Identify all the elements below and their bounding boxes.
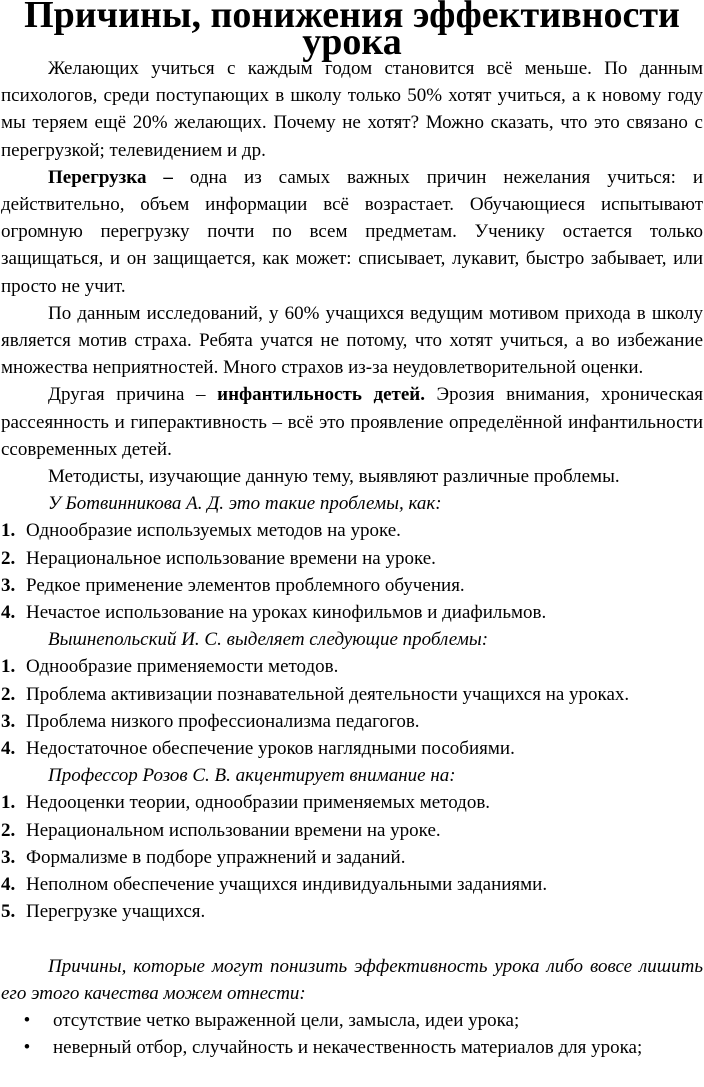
list-number: 1.	[1, 792, 16, 814]
list-item	[1, 708, 703, 735]
list-number: 1.	[1, 520, 16, 542]
bullet-icon: •	[23, 1009, 31, 1031]
paragraph-4-text: Эрозия внимания, хроническая рассеянность и гиперактивность – всё это проявление определённой инфантильности ссовременных детей.	[1, 384, 704, 460]
paragraph-4-bold: инфантильность детей.	[217, 384, 425, 406]
paragraph-4	[1, 381, 703, 463]
section-3-list	[1, 789, 703, 925]
list-number: 4.	[1, 602, 16, 624]
list-number: 5.	[1, 901, 16, 923]
document-title: Причины, понижения эффективности урока	[24, 0, 680, 63]
list-item	[1, 871, 703, 898]
paragraph-2-bold: Перегрузка –	[48, 166, 173, 188]
list-number: 3.	[1, 574, 16, 596]
section-1-heading: У Ботвинникова А. Д. это такие проблемы, как:	[48, 493, 442, 515]
list-text: Проблема низкого профессионализма педагогов.	[26, 710, 420, 732]
section-3-heading: Профессор Розов С. В. акцентирует внимание на:	[48, 765, 456, 787]
bullet-icon: •	[23, 1037, 31, 1059]
bullet-item	[1, 1034, 703, 1061]
paragraph-2	[1, 164, 703, 300]
list-text: Неполном обеспечение учащихся индивидуальными заданиями.	[26, 874, 548, 896]
list-number: 3.	[1, 846, 16, 868]
list-item	[1, 545, 703, 572]
paragraph-2-text: одна из самых важных причин нежелания учиться: и действительно, объем информации всё возрастает. Обучающиеся испытывают огромную перегрузку почти по всем предметам. Ученику остается только защищаться, и он защищается, как может: списывает, лукавит, быстро забывает, или просто не учит.	[1, 166, 704, 297]
list-text: Однообразие используемых методов на уроке.	[26, 520, 401, 542]
list-item	[1, 898, 703, 925]
list-text: Проблема активизации познавательной деятельности учащихся на уроках.	[26, 683, 630, 705]
paragraph-3: По данным исследований, у 60% учащихся ведущим мотивом прихода в школу является мотив страха. Ребята учатся не потому, что хотят учиться, а во избежание множества неприятностей. Много страхов из-за неудовлетворительной оценки.	[1, 302, 703, 379]
list-text: Недооценки теории, однообразии применяемых методов.	[26, 792, 491, 814]
list-number: 4.	[1, 874, 16, 896]
list-item	[1, 681, 703, 708]
section-1-list	[1, 517, 703, 626]
bullet-text: неверный отбор, случайность и некачественность материалов для урока;	[53, 1037, 643, 1059]
list-item	[1, 517, 703, 544]
list-text: Недостаточное обеспечение уроков наглядными пособиями.	[26, 738, 515, 760]
list-text: Нерациональном использовании времени на уроке.	[26, 819, 441, 841]
list-number: 3.	[1, 710, 16, 732]
list-text: Формализме в подборе упражнений и заданий.	[26, 846, 406, 868]
bullet-item	[1, 1007, 703, 1034]
list-text: Нерациональное использование времени на уроке.	[26, 547, 436, 569]
list-item	[1, 844, 703, 871]
section-2-heading: Вышнепольский И. С. выделяет следующие проблемы:	[48, 629, 489, 651]
list-item	[1, 817, 703, 844]
spacer	[1, 926, 703, 953]
bullet-text: отсутствие четко выраженной цели, замысла, идеи урока;	[53, 1009, 520, 1031]
list-number: 2.	[1, 683, 16, 705]
list-number: 2.	[1, 547, 16, 569]
bullet-list	[1, 1007, 703, 1061]
section-2-list	[1, 653, 703, 762]
paragraph-1: Желающих учиться с каждым годом становится всё меньше. По данным психологов, среди поступающих в школу только 50% хотят учиться, а к новому году мы теряем ещё 20% желающих. Почему не хотят? Можно сказать, что это связано с перегрузкой; телевидением и др.	[1, 58, 703, 161]
list-text: Перегрузке учащихся.	[26, 901, 206, 923]
paragraph-4-pre: Другая причина –	[48, 384, 218, 406]
list-item	[1, 599, 703, 626]
list-text: Нечастое использование на уроках кинофильмов и диафильмов.	[26, 602, 547, 624]
paragraph-5: Методисты, изучающие данную тему, выявляют различные проблемы.	[48, 466, 620, 488]
paragraph-6: Причины, которые могут понизить эффективность урока либо вовсе лишить его этого качества можем отнести:	[1, 955, 703, 1004]
list-item	[1, 572, 703, 599]
list-item	[1, 735, 703, 762]
list-text: Однообразие применяемости методов.	[26, 656, 339, 678]
list-number: 1.	[1, 656, 16, 678]
list-text: Редкое применение элементов проблемного обучения.	[26, 574, 465, 596]
list-item	[1, 789, 703, 816]
list-item	[1, 653, 703, 680]
list-number: 2.	[1, 819, 16, 841]
list-number: 4.	[1, 738, 16, 760]
